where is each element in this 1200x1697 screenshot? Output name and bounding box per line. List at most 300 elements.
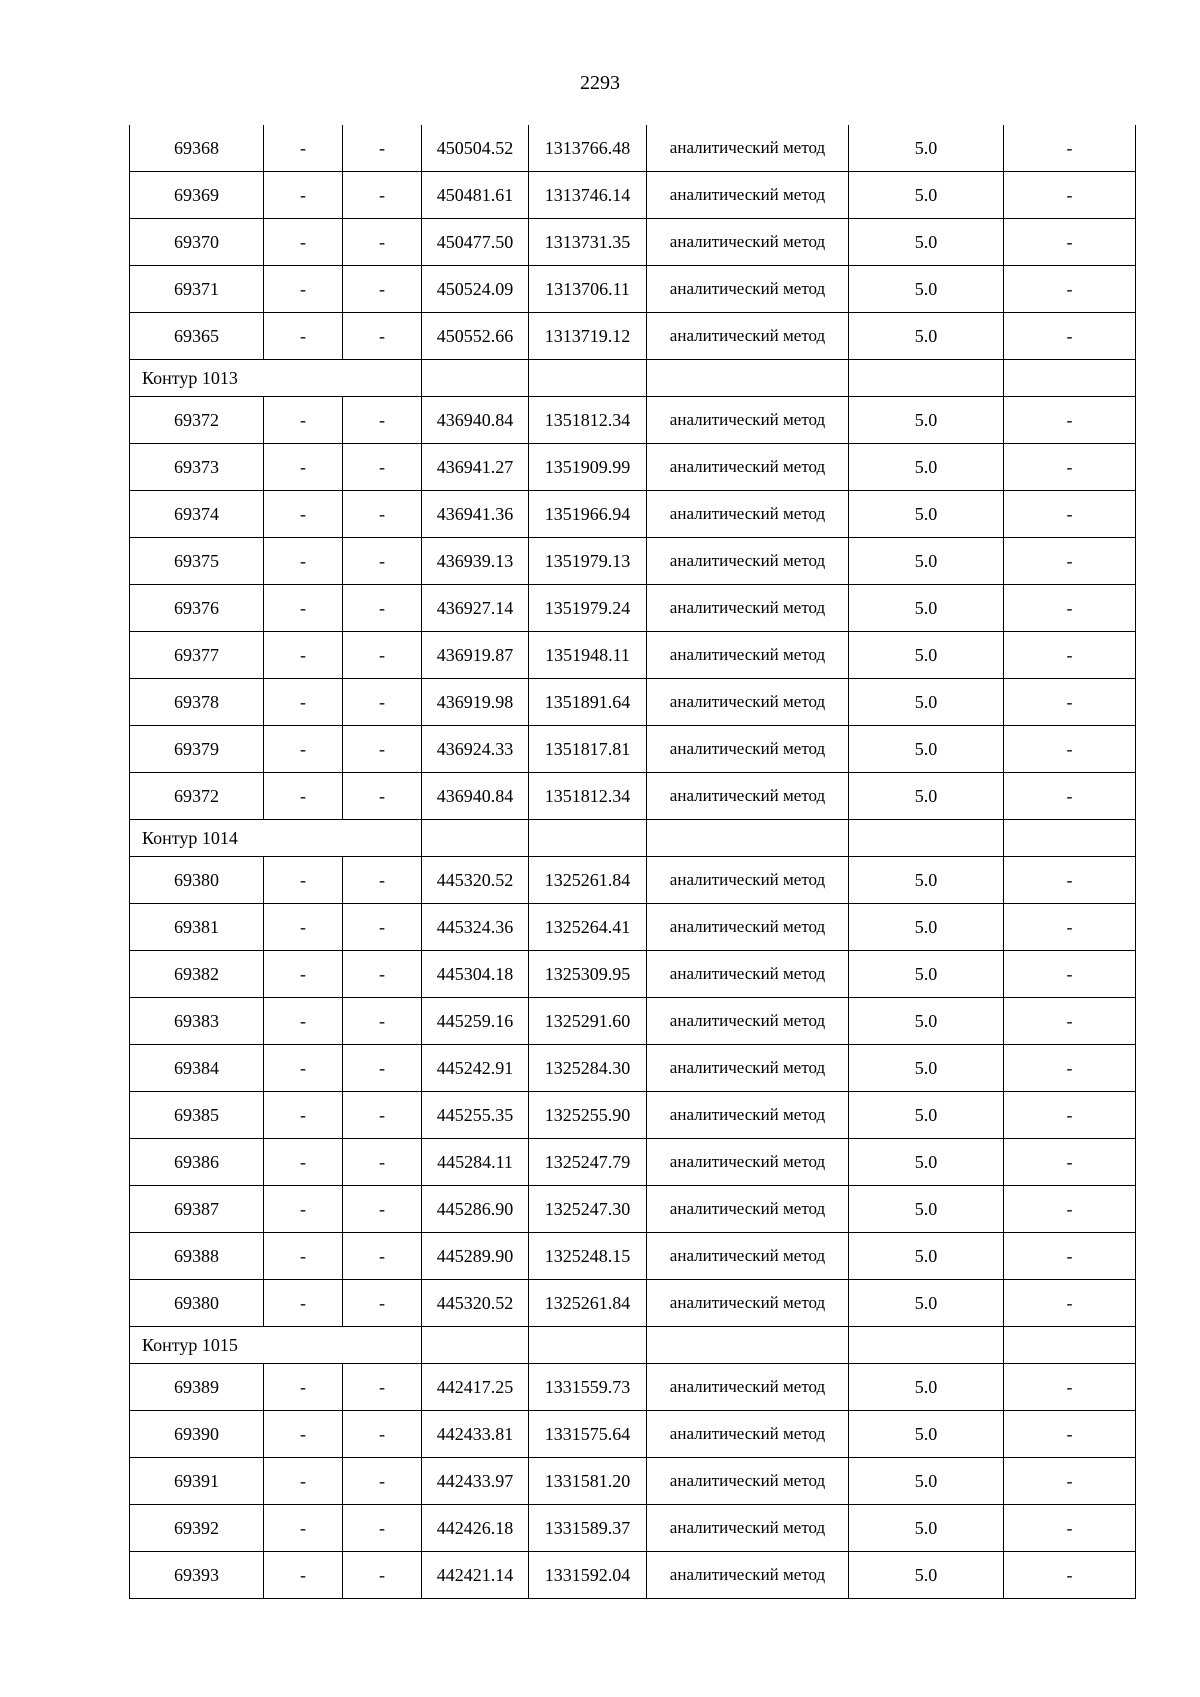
dash-cell: - [343,172,422,219]
accuracy-cell: 5.0 [849,1364,1004,1411]
accuracy-cell: 5.0 [849,491,1004,538]
empty-cell [647,820,849,857]
accuracy-cell: 5.0 [849,1092,1004,1139]
point-id-cell: 69384 [130,1045,264,1092]
dash-cell: - [264,1505,343,1552]
table-row [130,951,1136,998]
method-cell [647,1186,849,1233]
y-coordinate-cell: 1351979.13 [529,538,647,585]
dash-cell: - [1004,1411,1136,1458]
dash-cell: - [264,266,343,313]
page-number: 2293 [580,72,620,94]
x-coordinate-cell: 436941.27 [422,444,529,491]
method-cell [647,904,849,951]
accuracy-cell: 5.0 [849,1045,1004,1092]
dash-cell: - [343,1139,422,1186]
x-coordinate-cell: 445304.18 [422,951,529,998]
dash-cell: - [343,726,422,773]
table-row [130,998,1136,1045]
dash-cell: - [1004,397,1136,444]
empty-cell [1004,1327,1136,1364]
empty-cell [647,1327,849,1364]
point-id-cell: 69380 [130,1280,264,1327]
x-coordinate-cell: 445255.35 [422,1092,529,1139]
dash-cell: - [264,1364,343,1411]
x-coordinate-cell: 445242.91 [422,1045,529,1092]
method-text: аналитический метод [669,1199,826,1218]
y-coordinate-cell: 1331559.73 [529,1364,647,1411]
accuracy-cell: 5.0 [849,444,1004,491]
dash-cell: - [343,904,422,951]
dash-cell: - [264,857,343,904]
accuracy-cell: 5.0 [849,313,1004,360]
point-id-cell: 69380 [130,857,264,904]
x-coordinate-cell: 445259.16 [422,998,529,1045]
dash-cell: - [264,313,343,360]
y-coordinate-cell: 1325261.84 [529,857,647,904]
dash-cell: - [1004,1280,1136,1327]
dash-cell: - [264,951,343,998]
accuracy-cell: 5.0 [849,125,1004,172]
dash-cell: - [264,219,343,266]
y-coordinate-cell: 1313706.11 [529,266,647,313]
method-cell [647,679,849,726]
table-row [130,172,1136,219]
y-coordinate-cell: 1313719.12 [529,313,647,360]
point-id-cell: 69393 [130,1552,264,1599]
dash-cell: - [343,1280,422,1327]
contour-group-row [130,820,1136,857]
accuracy-cell: 5.0 [849,1280,1004,1327]
table-row [130,585,1136,632]
dash-cell: - [1004,538,1136,585]
method-cell [647,998,849,1045]
x-coordinate-cell: 436927.14 [422,585,529,632]
table-row [130,313,1136,360]
dash-cell: - [264,585,343,632]
dash-cell: - [343,585,422,632]
dash-cell: - [343,125,422,172]
accuracy-cell: 5.0 [849,998,1004,1045]
y-coordinate-cell: 1313766.48 [529,125,647,172]
dash-cell: - [1004,857,1136,904]
dash-cell: - [264,632,343,679]
method-text: аналитический метод [669,551,826,570]
dash-cell: - [1004,773,1136,820]
table-row [130,726,1136,773]
accuracy-cell: 5.0 [849,951,1004,998]
table-row [130,1186,1136,1233]
y-coordinate-cell: 1313731.35 [529,219,647,266]
dash-cell: - [343,444,422,491]
point-id-cell: 69365 [130,313,264,360]
dash-cell: - [343,1092,422,1139]
empty-cell [849,360,1004,397]
y-coordinate-cell: 1351891.64 [529,679,647,726]
dash-cell: - [264,679,343,726]
dash-cell: - [264,444,343,491]
dash-cell: - [1004,125,1136,172]
dash-cell: - [343,1505,422,1552]
table-row [130,1552,1136,1599]
dash-cell: - [343,1364,422,1411]
y-coordinate-cell: 1331575.64 [529,1411,647,1458]
dash-cell: - [264,1411,343,1458]
accuracy-cell: 5.0 [849,726,1004,773]
dash-cell: - [1004,1092,1136,1139]
method-text: аналитический метод [669,1471,826,1490]
method-text: аналитический метод [669,1293,826,1312]
method-cell [647,1411,849,1458]
y-coordinate-cell: 1331592.04 [529,1552,647,1599]
method-cell [647,632,849,679]
table-row [130,1045,1136,1092]
y-coordinate-cell: 1325284.30 [529,1045,647,1092]
x-coordinate-cell: 445289.90 [422,1233,529,1280]
dash-cell: - [264,1186,343,1233]
contour-group-row [130,360,1136,397]
accuracy-cell: 5.0 [849,585,1004,632]
contour-label: Контур 1015 [130,1327,422,1364]
x-coordinate-cell: 445284.11 [422,1139,529,1186]
x-coordinate-cell: 450524.09 [422,266,529,313]
method-text: аналитический метод [669,1377,826,1396]
y-coordinate-cell: 1351979.24 [529,585,647,632]
dash-cell: - [1004,951,1136,998]
dash-cell: - [1004,444,1136,491]
method-text: аналитический метод [669,185,826,204]
dash-cell: - [264,397,343,444]
method-cell [647,538,849,585]
y-coordinate-cell: 1351948.11 [529,632,647,679]
dash-cell: - [1004,585,1136,632]
method-cell [647,172,849,219]
dash-cell: - [343,1045,422,1092]
dash-cell: - [1004,172,1136,219]
dash-cell: - [264,998,343,1045]
table-row [130,773,1136,820]
dash-cell: - [264,491,343,538]
dash-cell: - [343,951,422,998]
method-text: аналитический метод [669,645,826,664]
method-cell [647,1364,849,1411]
method-cell [647,1458,849,1505]
accuracy-cell: 5.0 [849,632,1004,679]
dash-cell: - [264,1092,343,1139]
table-body [130,125,1136,1599]
dash-cell: - [343,219,422,266]
y-coordinate-cell: 1325247.79 [529,1139,647,1186]
dash-cell: - [264,1458,343,1505]
x-coordinate-cell: 436940.84 [422,773,529,820]
method-cell [647,266,849,313]
dash-cell: - [264,1139,343,1186]
point-id-cell: 69378 [130,679,264,726]
x-coordinate-cell: 436940.84 [422,397,529,444]
empty-cell [529,360,647,397]
method-cell [647,1139,849,1186]
y-coordinate-cell: 1351909.99 [529,444,647,491]
x-coordinate-cell: 436919.98 [422,679,529,726]
accuracy-cell: 5.0 [849,172,1004,219]
point-id-cell: 69373 [130,444,264,491]
y-coordinate-cell: 1325264.41 [529,904,647,951]
point-id-cell: 69388 [130,1233,264,1280]
accuracy-cell: 5.0 [849,773,1004,820]
dash-cell: - [1004,491,1136,538]
x-coordinate-cell: 445324.36 [422,904,529,951]
method-cell [647,773,849,820]
method-text: аналитический метод [669,1424,826,1443]
y-coordinate-cell: 1325261.84 [529,1280,647,1327]
table-row [130,857,1136,904]
x-coordinate-cell: 436939.13 [422,538,529,585]
y-coordinate-cell: 1325291.60 [529,998,647,1045]
point-id-cell: 69375 [130,538,264,585]
method-text: аналитический метод [669,739,826,758]
point-id-cell: 69372 [130,773,264,820]
dash-cell: - [343,857,422,904]
empty-cell [1004,360,1136,397]
method-text: аналитический метод [669,1518,826,1537]
x-coordinate-cell: 442433.97 [422,1458,529,1505]
x-coordinate-cell: 445320.52 [422,1280,529,1327]
method-text: аналитический метод [669,598,826,617]
y-coordinate-cell: 1331589.37 [529,1505,647,1552]
method-cell [647,1552,849,1599]
table-row [130,538,1136,585]
dash-cell: - [1004,1045,1136,1092]
table-row [130,1364,1136,1411]
dash-cell: - [1004,998,1136,1045]
table-row [130,632,1136,679]
point-id-cell: 69383 [130,998,264,1045]
y-coordinate-cell: 1331581.20 [529,1458,647,1505]
method-cell [647,491,849,538]
dash-cell: - [1004,219,1136,266]
method-cell [647,219,849,266]
dash-cell: - [1004,904,1136,951]
point-id-cell: 69386 [130,1139,264,1186]
x-coordinate-cell: 436924.33 [422,726,529,773]
table-row [130,1233,1136,1280]
table-row [130,1280,1136,1327]
empty-cell [529,1327,647,1364]
point-id-cell: 69381 [130,904,264,951]
point-id-cell: 69387 [130,1186,264,1233]
point-id-cell: 69382 [130,951,264,998]
x-coordinate-cell: 450481.61 [422,172,529,219]
point-id-cell: 69377 [130,632,264,679]
method-text: аналитический метод [669,1152,826,1171]
table-row [130,125,1136,172]
y-coordinate-cell: 1325309.95 [529,951,647,998]
y-coordinate-cell: 1351812.34 [529,397,647,444]
accuracy-cell: 5.0 [849,1505,1004,1552]
method-text: аналитический метод [669,1058,826,1077]
empty-cell [422,1327,529,1364]
dash-cell: - [343,491,422,538]
point-id-cell: 69389 [130,1364,264,1411]
method-text: аналитический метод [669,457,826,476]
dash-cell: - [343,266,422,313]
method-cell [647,1092,849,1139]
method-cell [647,1233,849,1280]
table-row [130,266,1136,313]
dash-cell: - [343,1552,422,1599]
dash-cell: - [343,313,422,360]
contour-label: Контур 1014 [130,820,422,857]
method-cell [647,951,849,998]
table-row [130,1139,1136,1186]
method-cell [647,313,849,360]
x-coordinate-cell: 442426.18 [422,1505,529,1552]
method-text: аналитический метод [669,410,826,429]
empty-cell [422,820,529,857]
accuracy-cell: 5.0 [849,219,1004,266]
method-text: аналитический метод [669,870,826,889]
method-cell [647,125,849,172]
method-cell [647,444,849,491]
table-row [130,1505,1136,1552]
empty-cell [647,360,849,397]
method-cell [647,397,849,444]
dash-cell: - [264,1045,343,1092]
point-id-cell: 69379 [130,726,264,773]
accuracy-cell: 5.0 [849,1411,1004,1458]
accuracy-cell: 5.0 [849,1458,1004,1505]
x-coordinate-cell: 450504.52 [422,125,529,172]
table-row [130,904,1136,951]
empty-cell [1004,820,1136,857]
dash-cell: - [264,726,343,773]
table-row [130,1411,1136,1458]
x-coordinate-cell: 442433.81 [422,1411,529,1458]
x-coordinate-cell: 445286.90 [422,1186,529,1233]
method-text: аналитический метод [669,1105,826,1124]
dash-cell: - [1004,1552,1136,1599]
dash-cell: - [264,1552,343,1599]
dash-cell: - [1004,1233,1136,1280]
dash-cell: - [1004,726,1136,773]
dash-cell: - [343,773,422,820]
dash-cell: - [264,125,343,172]
dash-cell: - [264,904,343,951]
x-coordinate-cell: 436919.87 [422,632,529,679]
method-text: аналитический метод [669,279,826,298]
method-cell [647,1045,849,1092]
y-coordinate-cell: 1351812.34 [529,773,647,820]
point-id-cell: 69370 [130,219,264,266]
dash-cell: - [343,1411,422,1458]
x-coordinate-cell: 450477.50 [422,219,529,266]
table-row [130,1092,1136,1139]
dash-cell: - [1004,632,1136,679]
dash-cell: - [1004,679,1136,726]
x-coordinate-cell: 445320.52 [422,857,529,904]
empty-cell [849,820,1004,857]
accuracy-cell: 5.0 [849,266,1004,313]
table-row [130,679,1136,726]
y-coordinate-cell: 1325255.90 [529,1092,647,1139]
dash-cell: - [1004,1458,1136,1505]
accuracy-cell: 5.0 [849,857,1004,904]
accuracy-cell: 5.0 [849,1233,1004,1280]
point-id-cell: 69376 [130,585,264,632]
method-cell [647,857,849,904]
accuracy-cell: 5.0 [849,1552,1004,1599]
dash-cell: - [1004,1364,1136,1411]
method-text: аналитический метод [669,786,826,805]
x-coordinate-cell: 442417.25 [422,1364,529,1411]
dash-cell: - [343,1458,422,1505]
dash-cell: - [1004,313,1136,360]
method-text: аналитический метод [669,232,826,251]
x-coordinate-cell: 450552.66 [422,313,529,360]
table-row [130,491,1136,538]
accuracy-cell: 5.0 [849,397,1004,444]
dash-cell: - [1004,1139,1136,1186]
method-text: аналитический метод [669,1246,826,1265]
empty-cell [529,820,647,857]
dash-cell: - [1004,266,1136,313]
table-row [130,444,1136,491]
y-coordinate-cell: 1325248.15 [529,1233,647,1280]
point-id-cell: 69391 [130,1458,264,1505]
x-coordinate-cell: 442421.14 [422,1552,529,1599]
method-text: аналитический метод [669,504,826,523]
dash-cell: - [264,538,343,585]
method-cell [647,726,849,773]
y-coordinate-cell: 1325247.30 [529,1186,647,1233]
dash-cell: - [343,538,422,585]
dash-cell: - [343,1186,422,1233]
method-text: аналитический метод [669,326,826,345]
point-id-cell: 69368 [130,125,264,172]
table-row [130,397,1136,444]
accuracy-cell: 5.0 [849,1186,1004,1233]
point-id-cell: 69371 [130,266,264,313]
dash-cell: - [1004,1186,1136,1233]
method-cell [647,1280,849,1327]
dash-cell: - [343,679,422,726]
method-text: аналитический метод [669,964,826,983]
table-row [130,219,1136,266]
dash-cell: - [343,397,422,444]
y-coordinate-cell: 1313746.14 [529,172,647,219]
x-coordinate-cell: 436941.36 [422,491,529,538]
point-id-cell: 69369 [130,172,264,219]
dash-cell: - [343,1233,422,1280]
method-text: аналитический метод [669,1011,826,1030]
point-id-cell: 69390 [130,1411,264,1458]
dash-cell: - [343,632,422,679]
dash-cell: - [1004,1505,1136,1552]
point-id-cell: 69392 [130,1505,264,1552]
table-row [130,1458,1136,1505]
accuracy-cell: 5.0 [849,538,1004,585]
accuracy-cell: 5.0 [849,1139,1004,1186]
empty-cell [422,360,529,397]
method-text: аналитический метод [669,1565,826,1584]
point-id-cell: 69374 [130,491,264,538]
dash-cell: - [264,1233,343,1280]
y-coordinate-cell: 1351817.81 [529,726,647,773]
point-id-cell: 69372 [130,397,264,444]
accuracy-cell: 5.0 [849,679,1004,726]
y-coordinate-cell: 1351966.94 [529,491,647,538]
contour-group-row [130,1327,1136,1364]
